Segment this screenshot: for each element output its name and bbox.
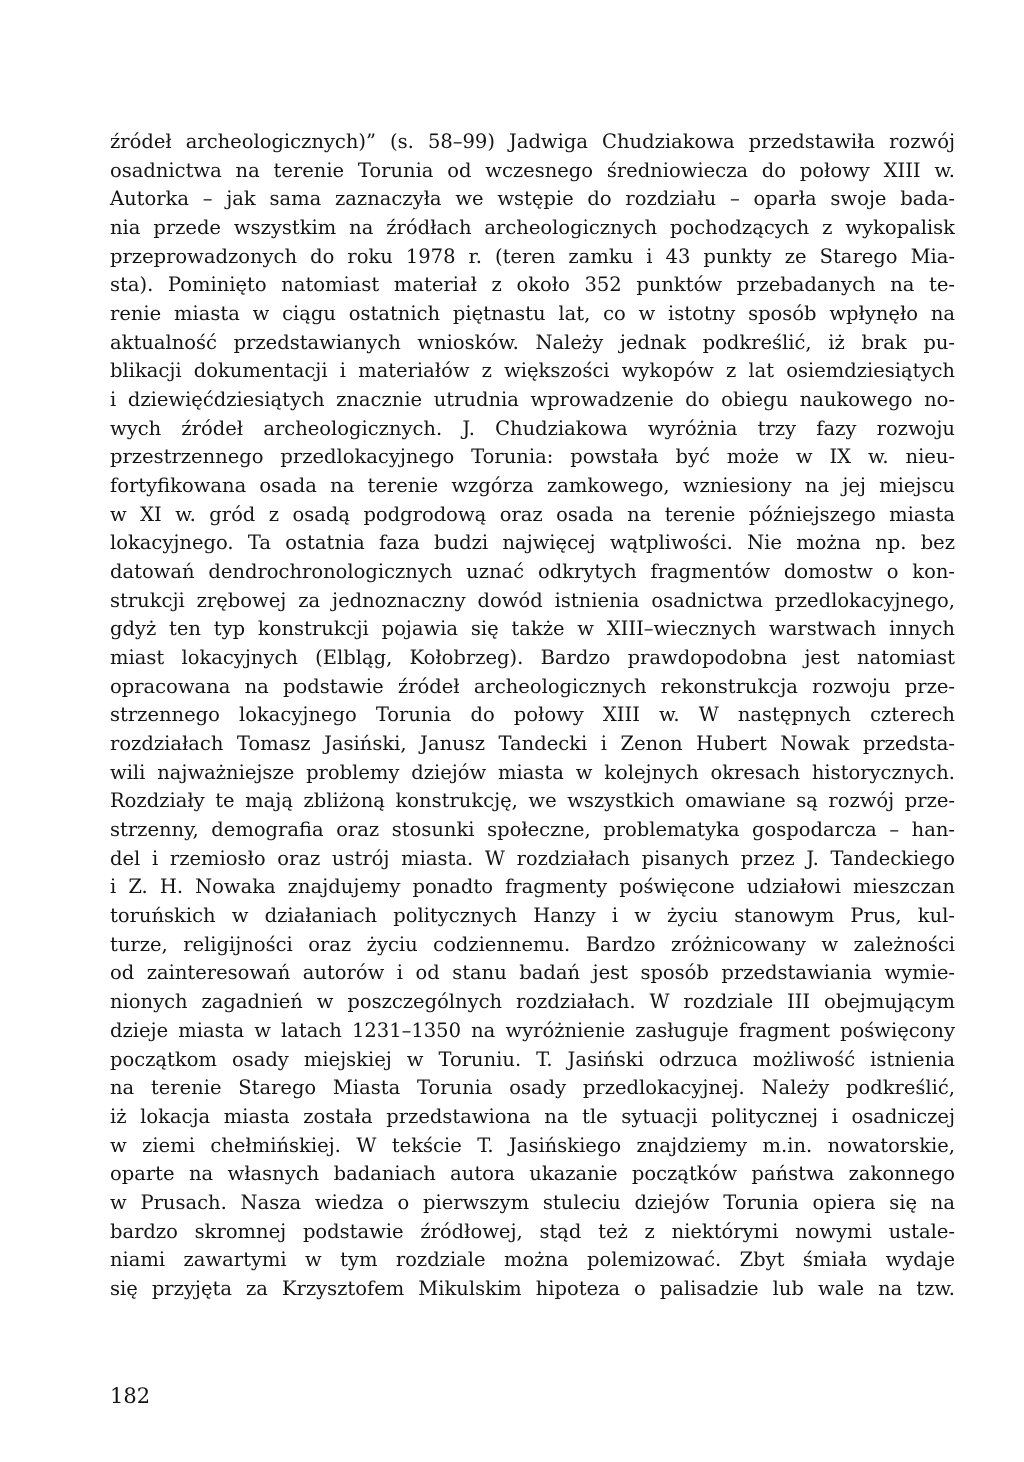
text-line: sta). Pominięto natomiast materiał z około 352 punktów przebadanych na te- <box>110 273 955 297</box>
text-line: oparte na własnych badaniach autora ukazanie początków państwa zakonnego <box>110 1162 955 1186</box>
text-line: Autorka – jak sama zaznaczyła we wstępie do rozdziału – oparła swoje bada- <box>110 187 955 211</box>
text-line: przeprowadzonych do roku 1978 r. (teren zamku i 43 punkty ze Starego Mia- <box>110 244 955 268</box>
text-line: gdyż ten typ konstrukcji pojawia się także w XIII–wiecznych warstwach innych <box>110 617 955 641</box>
text-line: i Z. H. Nowaka znajdujemy ponadto fragmenty poświęcone udziałowi mieszczan <box>110 875 955 899</box>
text-line: w ziemi chełmińskiej. W tekście T. Jasińskiego znajdziemy m.in. nowatorskie, <box>110 1133 955 1157</box>
text-line: turze, religijności oraz życiu codziennemu. Bardzo zróżnicowany w zależności <box>110 932 955 956</box>
text-line: blikacji dokumentacji i materiałów z większości wykopów z lat osiemdziesiątych <box>110 359 955 383</box>
text-line: lokacyjnego. Ta ostatnia faza budzi najwięcej wątpliwości. Nie można np. bez <box>110 531 955 555</box>
text-line: miast lokacyjnych (Elbląg, Kołobrzeg). Bardzo prawdopodobna jest natomiast <box>110 646 955 670</box>
text-line: wili najważniejsze problemy dziejów miasta w kolejnych okresach historycznych. <box>110 760 955 784</box>
text-line: aktualność przedstawianych wniosków. Należy jednak podkreślić, iż brak pu- <box>110 330 955 354</box>
text-line: strukcji zrębowej za jednoznaczny dowód istnienia osadnictwa przedlokacyjnego, <box>110 588 955 612</box>
text-line: źródeł archeologicznych)” (s. 58–99) Jadwiga Chudziakowa przedstawiła rozwój <box>110 130 955 153</box>
text-line: się przyjęta za Krzysztofem Mikulskim hipoteza o palisadzie lub wale na tzw. <box>110 1276 955 1300</box>
text-line: przestrzennego przedlokacyjnego Torunia: powstała być może w IX w. nieu- <box>110 445 955 469</box>
text-line: nia przede wszystkim na źródłach archeologicznych pochodzących z wykopalisk <box>110 216 955 240</box>
text-line: od zainteresowań autorów i od stanu badań jest sposób przedstawiania wymie- <box>110 961 955 985</box>
text-line: osadnictwa na terenie Torunia od wczesnego średniowiecza do połowy XIII w. <box>110 158 955 182</box>
text-line: w XI w. gród z osadą podgrodową oraz osada na terenie późniejszego miasta <box>110 502 955 526</box>
text-line: renie miasta w ciągu ostatnich piętnastu lat, co w istotny sposób wpłynęło na <box>110 302 955 326</box>
text-line: Rozdziały te mają zbliżoną konstrukcję, we wszystkich omawiane są rozwój prze- <box>110 789 955 813</box>
text-line: rozdziałach Tomasz Jasiński, Janusz Tandecki i Zenon Hubert Nowak przedsta- <box>110 732 955 756</box>
body-text <box>110 128 955 1304</box>
text-line: niami zawartymi w tym rozdziale można polemizować. Zbyt śmiała wydaje <box>110 1248 955 1272</box>
text-line: datowań dendrochronologicznych uznać odkrytych fragmentów domostw o kon- <box>110 560 955 584</box>
text-line: opracowana na podstawie źródeł archeologicznych rekonstrukcja rozwoju prze- <box>110 674 955 698</box>
text-line: strzenny, demografia oraz stosunki społeczne, problematyka gospodarcza – han- <box>110 818 955 842</box>
text-line: w Prusach. Nasza wiedza o pierwszym stuleciu dziejów Torunia opiera się na <box>110 1190 955 1214</box>
text-line: iż lokacja miasta została przedstawiona na tle sytuacji politycznej i osadniczej <box>110 1104 955 1128</box>
text-line: początkom osady miejskiej w Toruniu. T. Jasiński odrzuca możliwość istnienia <box>110 1047 955 1071</box>
text-line: fortyfikowana osada na terenie wzgórza zamkowego, wzniesiony na jej miejscu <box>110 474 955 498</box>
text-line: del i rzemiosło oraz ustrój miasta. W rozdziałach pisanych przez J. Tandeckiego <box>110 846 955 870</box>
text-line: i dziewięćdziesiątych znacznie utrudnia wprowadzenie do obiegu naukowego no- <box>110 388 955 412</box>
text-line: bardzo skromnej podstawie źródłowej, stąd też z niektórymi nowymi ustale- <box>110 1219 955 1243</box>
text-line: na terenie Starego Miasta Torunia osady przedlokacyjnej. Należy podkreślić, <box>110 1076 955 1100</box>
text-line: strzennego lokacyjnego Torunia do połowy XIII w. W następnych czterech <box>110 703 955 727</box>
page-number: 182 <box>110 1384 151 1408</box>
text-line: toruńskich w działaniach politycznych Hanzy i w życiu stanowym Prus, kul- <box>110 904 955 928</box>
text-line: nionych zagadnień w poszczególnych rozdziałach. W rozdziale III obejmującym <box>110 990 955 1014</box>
text-line: dzieje miasta w latach 1231–1350 na wyróżnienie zasługuje fragment poświęcony <box>110 1018 955 1042</box>
text-line: wych źródeł archeologicznych. J. Chudziakowa wyróżnia trzy fazy rozwoju <box>110 416 955 440</box>
